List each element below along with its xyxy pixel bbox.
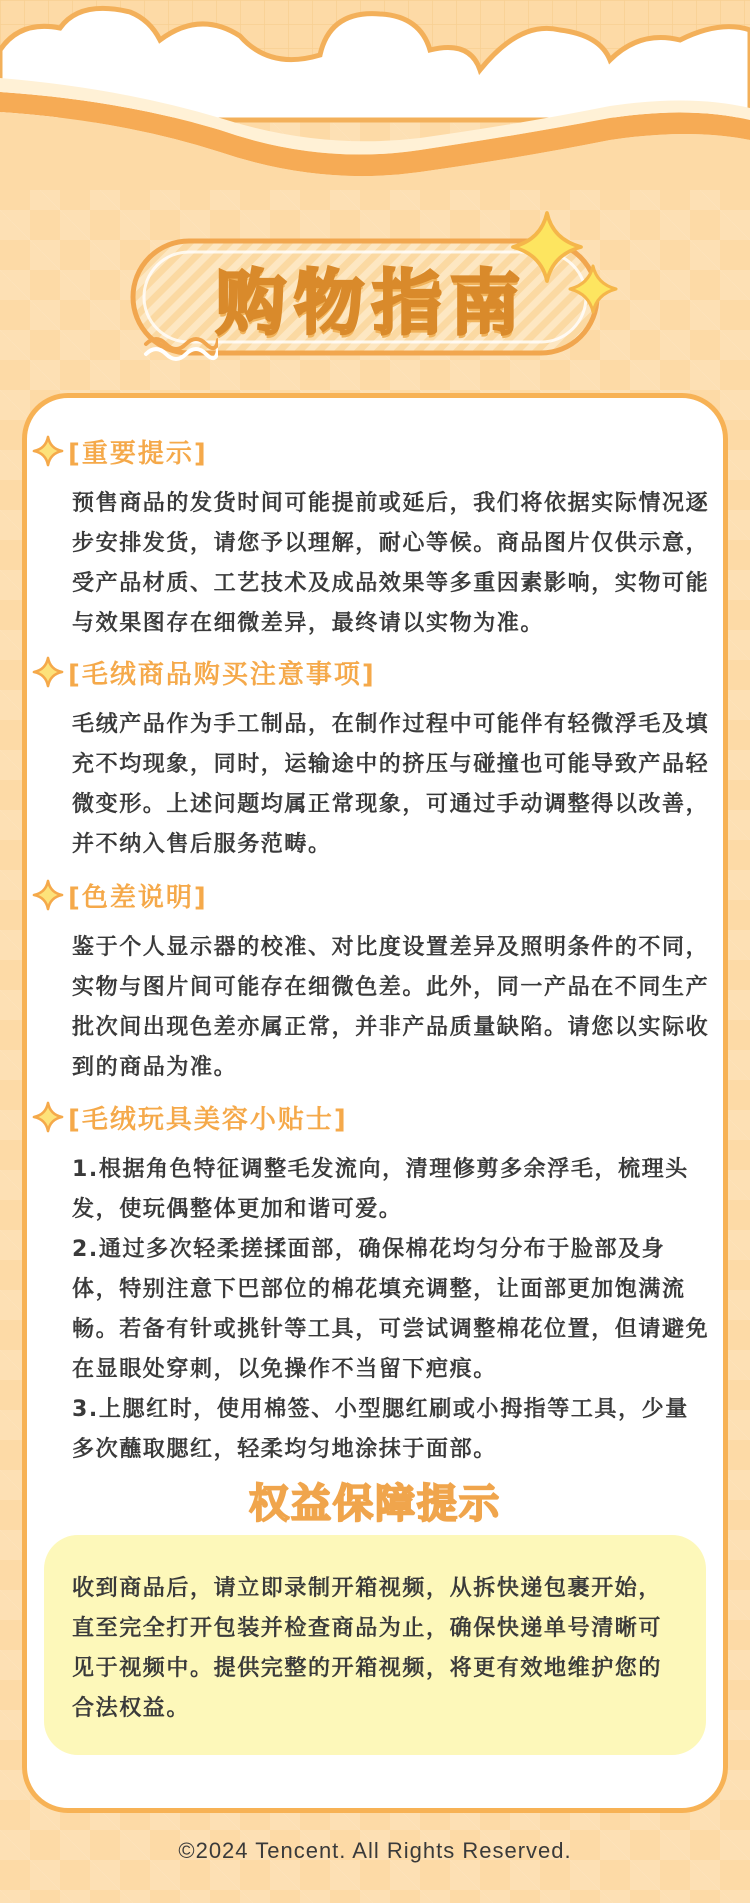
- rights-title: 权益保障提示: [249, 1481, 501, 1527]
- sparkle-star-icon: [568, 264, 618, 314]
- section-paragraph: 毛绒产品作为手工制品，在制作过程中可能伴有轻微浮毛及填充不均现象，同时，运输途中的挤压与碰撞也可能导致产品轻微变形。上述问题均属正常现象，可通过手动调整得以改善，并不纳入售后服务范畴。: [72, 712, 710, 857]
- section-title: [毛绒商品购买注意事项]: [68, 659, 376, 690]
- rights-text: 收到商品后，请立即录制开箱视频，从拆快递包裹开始，直至完全打开包装并检查商品为止，确保快递单号清晰可见于视频中。提供完整的开箱视频，将更有效地维护您的合法权益。: [72, 1576, 663, 1721]
- squiggle-decoration: [142, 332, 218, 362]
- section-paragraph: 预售商品的发货时间可能提前或延后，我们将依据实际情况逐步安排发货，请您予以理解，耐心等候。商品图片仅供示意，受产品材质、工艺技术及成品效果等多重因素影响，实物可能与效果图存在细微差异，最终请以实物为准。: [72, 491, 710, 636]
- star-bullet-icon: [32, 435, 64, 467]
- copyright-footer: ©2024 Tencent. All Rights Reserved.: [178, 1838, 572, 1863]
- star-bullet-icon: [32, 879, 64, 911]
- page-title: 购物指南: [216, 261, 528, 344]
- section-color-difference: [32, 874, 712, 1088]
- rights-notice-box: [44, 1535, 706, 1755]
- section-plush-purchase-notes: [32, 651, 712, 865]
- section-title: [毛绒玩具美容小贴士]: [68, 1104, 348, 1135]
- section-important-notice: [32, 430, 712, 644]
- cloud-header-decoration: [0, 0, 750, 190]
- tip-item: 1.根据角色特征调整毛发流向，清理修剪多余浮毛，梳理头发，使玩偶整体更加和谐可爱。: [72, 1157, 689, 1222]
- section-title: [重要提示]: [68, 438, 208, 469]
- tip-item: 3.上腮红时，使用棉签、小型腮红刷或小拇指等工具，少量多次蘸取腮红，轻柔均匀地涂抹于面部。: [72, 1397, 689, 1462]
- star-bullet-icon: [32, 1101, 64, 1133]
- tip-item: 2.通过多次轻柔搓揉面部，确保棉花均匀分布于脸部及身体，特别注意下巴部位的棉花填充调整，让面部更加饱满流畅。若备有针或挑针等工具，可尝试调整棉花位置，但请避免在显眼处穿刺，以免操作不当留下疤痕。: [72, 1237, 710, 1382]
- section-paragraph: 鉴于个人显示器的校准、对比度设置差异及照明条件的不同，实物与图片间可能存在细微色差。此外，同一产品在不同生产批次间出现色差亦属正常，并非产品质量缺陷。请您以实际收到的商品为准。: [72, 935, 710, 1080]
- section-plush-beauty-tips: [32, 1096, 712, 1470]
- section-title: [色差说明]: [68, 882, 208, 913]
- star-bullet-icon: [32, 656, 64, 688]
